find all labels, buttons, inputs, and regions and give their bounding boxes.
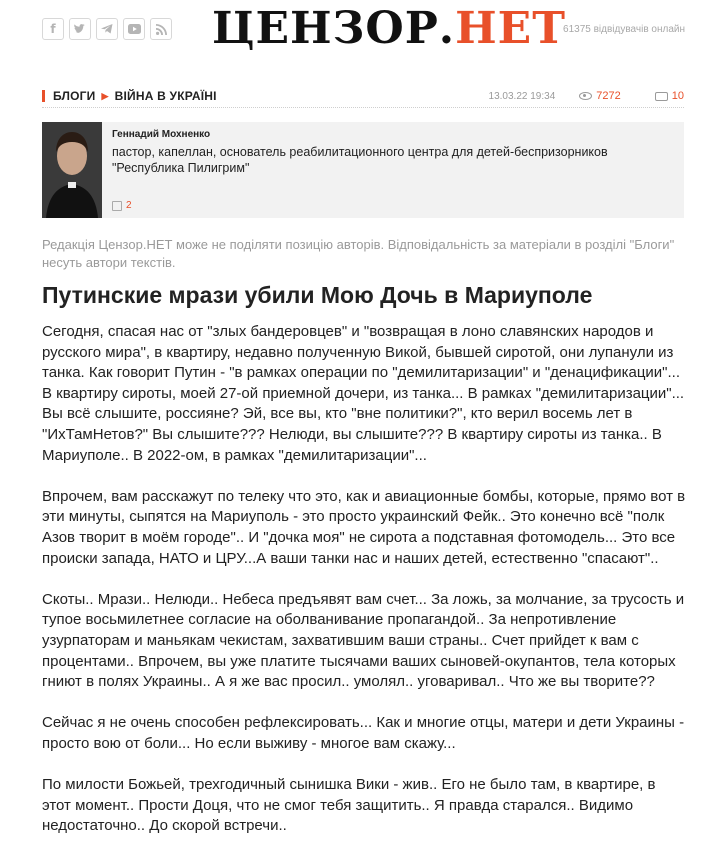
chevron-right-icon: ▶: [101, 90, 109, 101]
pencil-icon: [112, 201, 122, 211]
breadcrumb-blogs-link[interactable]: БЛОГИ: [53, 89, 96, 103]
telegram-icon[interactable]: [96, 18, 118, 40]
author-posts-link[interactable]: [112, 200, 132, 211]
comment-bubble-icon: [655, 92, 668, 101]
eye-icon: [579, 92, 592, 100]
breadcrumb: [42, 89, 217, 103]
article-meta-row: [42, 86, 684, 108]
breadcrumb-war-link[interactable]: ВІЙНА В УКРАЇНІ: [114, 89, 217, 103]
views-count: 7272: [596, 90, 621, 102]
publish-date: 13.03.22 19:34: [488, 90, 556, 102]
logo-main-text: ЦЕНЗОР: [212, 3, 439, 54]
logo-accent-text: НЕТ: [455, 3, 566, 54]
author-avatar[interactable]: [42, 122, 102, 218]
author-posts-count: 2: [126, 200, 132, 211]
article-stats: [489, 90, 684, 102]
comments-count: 10: [671, 90, 684, 102]
youtube-icon[interactable]: [123, 18, 145, 40]
article-paragraph: Впрочем, вам расскажут по телеку что это, как и авиационные бомбы, которые, прямо вот в эти минуты, сыпятся на Мариуполь - это просто украинский Фейк.. Это конечно всё "полк Азов творит в моём городе".. И "дочка моя" не сирота а подставная фотомодель... Это все происки запада, НАТО и ЦРУ...А ваши танки нас и наших детей, естественно "спасают"..: [42, 487, 686, 567]
online-counter: 61375 відвідувачів онлайн: [563, 24, 685, 35]
author-card: [42, 122, 684, 218]
article-paragraph: По милости Божьей, трехгодичный сынишка Вики - жив.. Его не было там, в квартире, в этот момент.. Прости Доця, что не смог тебя защитить.. Я правда старался.. Видимо недостаточно.. До скорой встречи..: [42, 776, 656, 835]
article-paragraph: Сегодня, спасая нас от "злых бандеровцев" и "возвращая в лоно славянских народов и русского мира", в квартиру, недавно полученную Викой, бывшей сиротой, они лупанули из танка. Как говорит Путин - "в рамках операции по "демилитаризации" и "денацификации"... В квартиру сироты, моей 27-ой приемной дочери, из танка... В рамках "демилитаризации"... Вы всё слышите, россияне? Эй, все вы, кто "вне политики?", кто верил восемь лет в "ИхТамНетов?" Вы слышите??? Нелюди, вы слышите??? В квартиру сироты из танка.. В Мариуполе.. В 2022-ом, в рамках "демилитаризации"...: [42, 323, 685, 464]
rss-icon[interactable]: [150, 18, 172, 40]
views-counter: [579, 90, 620, 102]
site-logo[interactable]: [212, 4, 566, 54]
author-description: пастор, капеллан, основатель реабилитационного центра для детей-беспризорников "Республика Пилигрим": [112, 145, 608, 175]
article-paragraph: Скоты.. Мрази.. Нелюди.. Небеса предъявят вам счет... За ложь, за молчание, за трусость и тупое восьмилетнее согласие на оболванивание пропагандой.. За непротивление узурпаторам и маньякам чекистам, захватившим ваши страны.. Счет прийдет к вам с процентами.. Впрочем, вы уже платите тысячами ваших сыновей-окупантов, тела которых гниют в полях Украины.. А я же вас просил.. умолял.. уговаривал.. Что же вы творите??: [42, 590, 685, 691]
social-links: [42, 18, 172, 40]
logo-dot: .: [438, 3, 456, 54]
article-body: [42, 322, 687, 857]
facebook-icon[interactable]: f: [42, 18, 64, 40]
site-header: [0, 0, 711, 62]
editorial-disclaimer: Редакція Цензор.НЕТ може не поділяти позицію авторів. Відповідальність за матеріали в розділі "Блоги" несуть автори текстів.: [42, 237, 675, 270]
article-paragraph: Сейчас я не очень способен рефлексировать... Как и многие отцы, матери и дети Украины - просто вою от боли... Но если выживу - многое вам скажу...: [42, 714, 685, 752]
article-title: Путинские мрази убили Мою Дочь в Мариуполе: [42, 282, 593, 308]
breadcrumb-marker: [42, 90, 45, 102]
twitter-icon[interactable]: [69, 18, 91, 40]
author-name[interactable]: Геннадий Мохненко: [112, 129, 211, 140]
comments-link[interactable]: [655, 90, 684, 102]
